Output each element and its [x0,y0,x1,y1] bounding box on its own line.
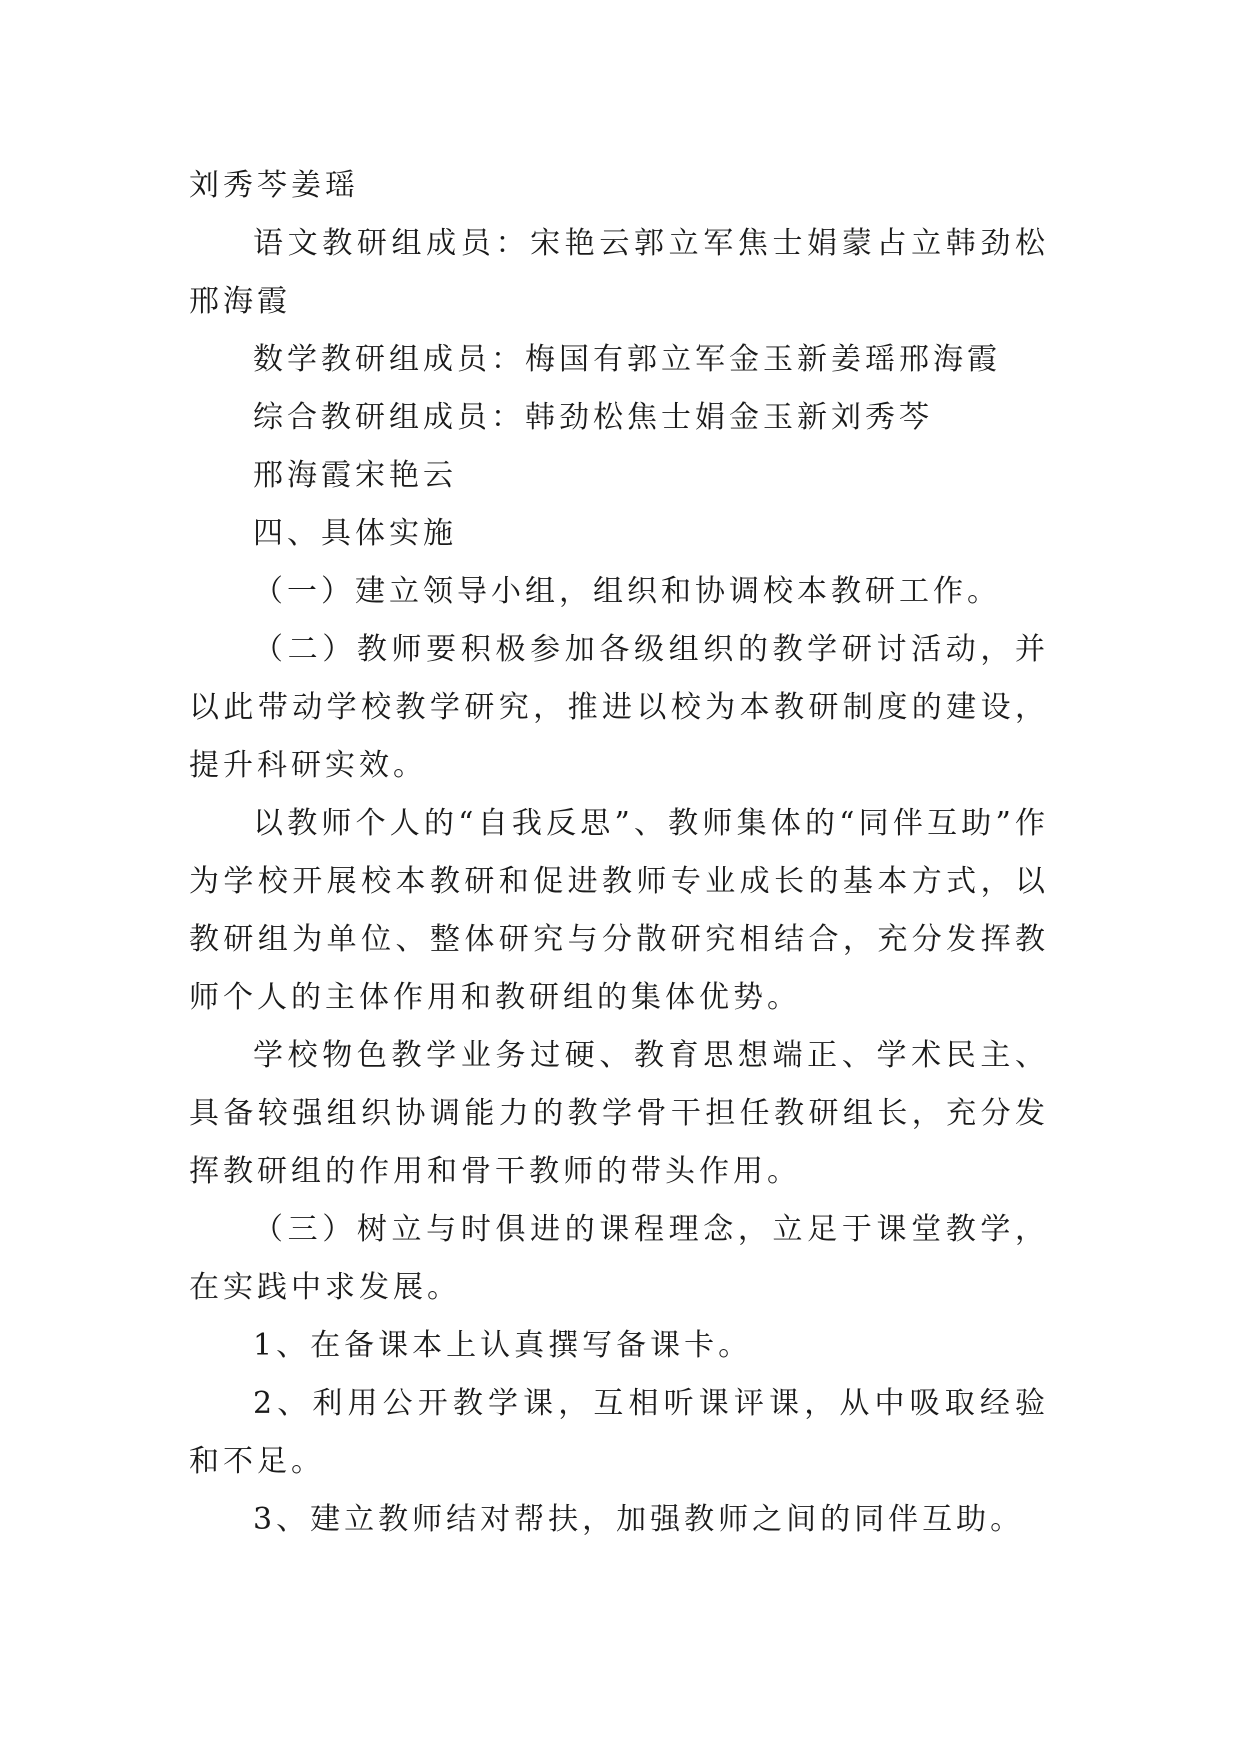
list-item-2: 2、利用公开教学课，互相听课评课，从中吸取经验和不足。 [189,1386,1049,1479]
paragraph-item-2: （二）教师要积极参加各级组织的教学研讨活动，并以此带动学校教学研究，推进以校为本教研制度的建设，提升科研实效。 [189,632,1049,783]
list-item-1: 1、在备课本上认真撰写备课卡。 [253,1328,753,1363]
paragraph-comprehensive-group-members-cont: 邢海霞宋艳云 [253,458,457,493]
paragraph-math-group-members: 数学教研组成员：梅国有郭立军金玉新姜瑶邢海霞 [253,342,1001,377]
paragraph-item-1: （一）建立领导小组，组织和协调校本教研工作。 [253,574,1001,609]
paragraph-comprehensive-group-members: 综合教研组成员：韩劲松焦士娟金玉新刘秀芩 [253,400,933,435]
paragraph-continuation: 刘秀芩姜瑶 [189,168,359,203]
list-item-3: 3、建立教师结对帮扶，加强教师之间的同伴互助。 [253,1502,1025,1537]
paragraph-reflection-peer-help: 以教师个人的“自我反思”、教师集体的“同伴互助”作为学校开展校本教研和促进教师专业成长的基本方式，以教研组为单位、整体研究与分散研究相结合，充分发挥教师个人的主体作用和教研组的集体优势。 [189,806,1049,1015]
document-body [189,157,1049,1549]
paragraph-item-3: （三）树立与时俱进的课程理念，立足于课堂教学，在实践中求发展。 [189,1212,1049,1305]
section-heading-implementation: 四、具体实施 [253,516,457,551]
paragraph-group-leaders: 学校物色教学业务过硬、教育思想端正、学术民主、具备较强组织协调能力的教学骨干担任教研组长，充分发挥教研组的作用和骨干教师的带头作用。 [189,1038,1049,1189]
paragraph-chinese-group-members: 语文教研组成员：宋艳云郭立军焦士娟蒙占立韩劲松邢海霞 [189,226,1049,319]
